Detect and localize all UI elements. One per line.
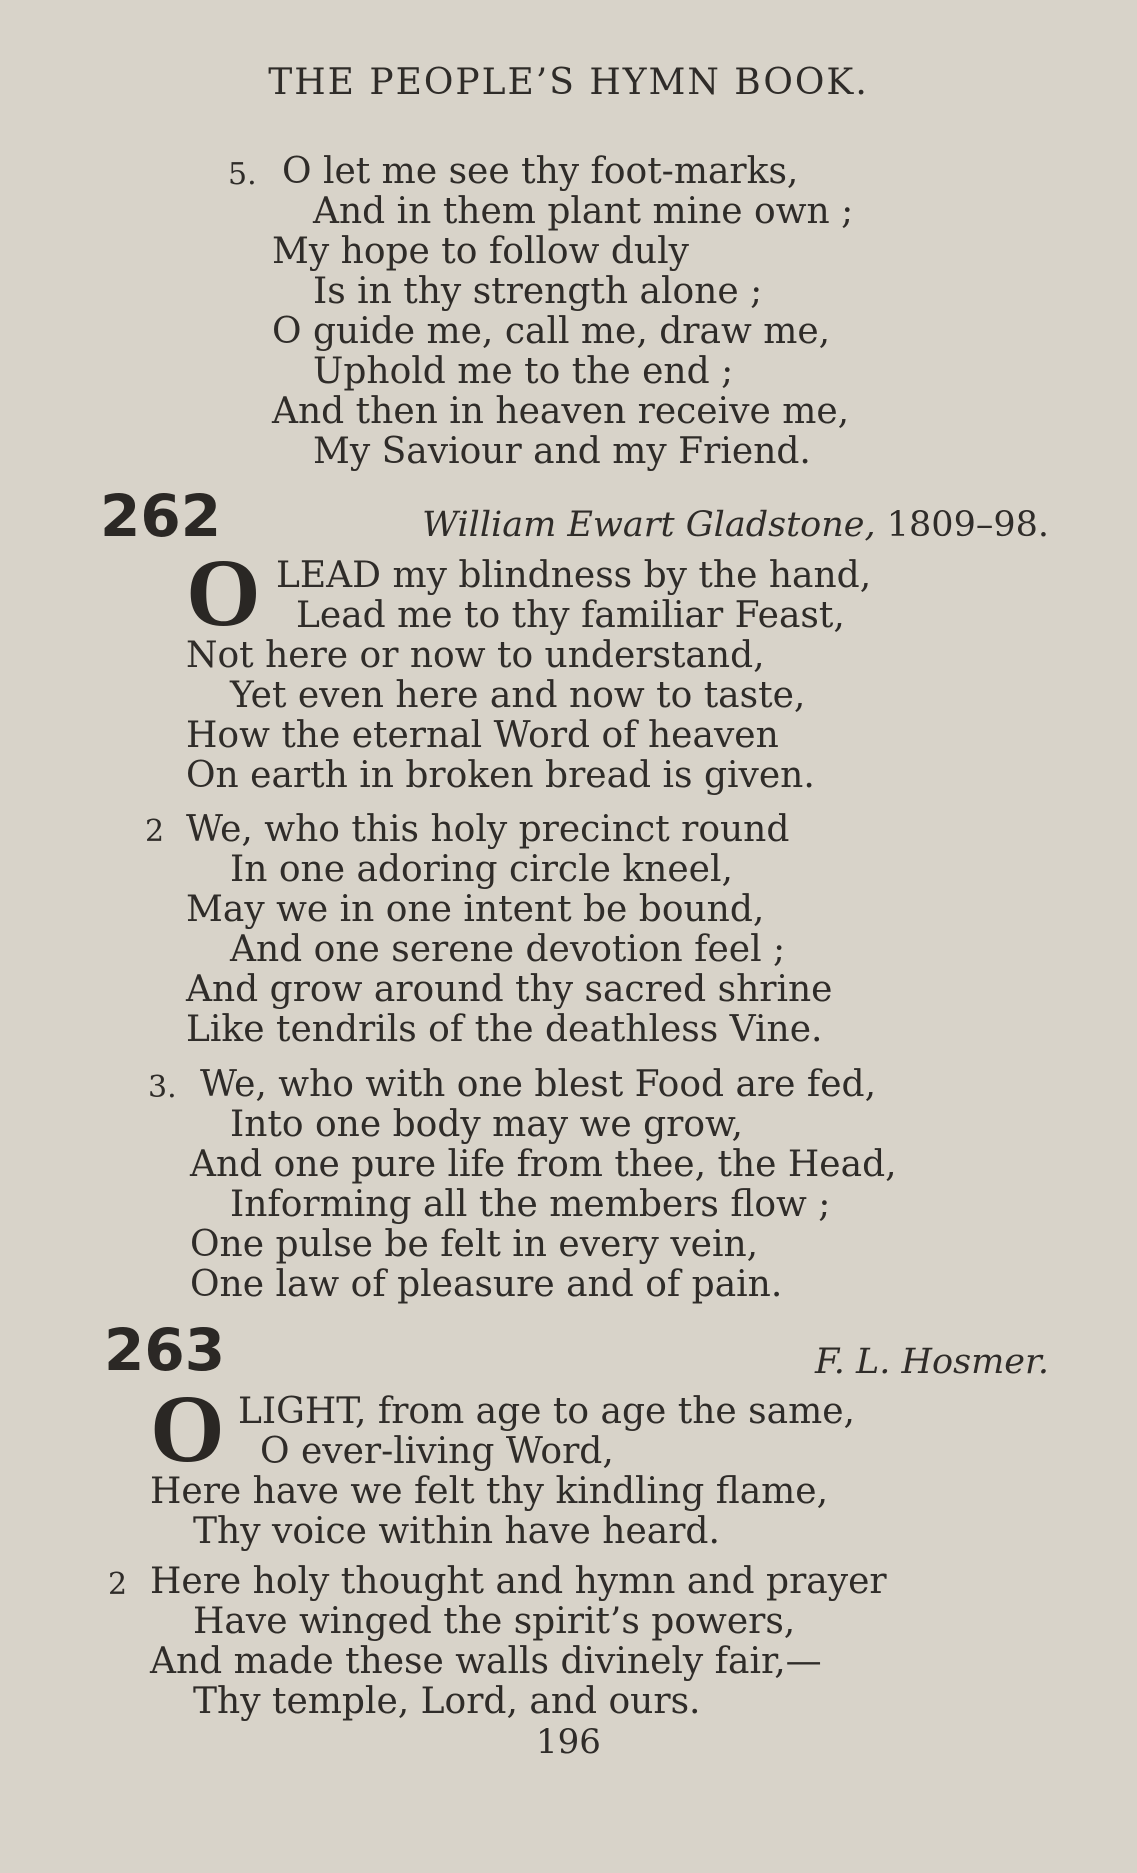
verse-line: And then in heaven receive me,	[272, 391, 850, 432]
verse-line: One pulse be felt in every vein,	[190, 1224, 759, 1265]
verse-line: And in them plant mine own ;	[313, 191, 854, 232]
verse-line: O guide me, call me, draw me,	[272, 311, 831, 352]
hymn-attribution	[422, 505, 1049, 545]
verse-line: LIGHT, from age to age the same,	[238, 1391, 855, 1432]
verse-line: We, who with one blest Food are fed,	[200, 1064, 877, 1105]
verse-line: And made these walls divinely fair,—	[150, 1641, 822, 1682]
page-number: 196	[536, 1722, 601, 1762]
author-name: William Ewart Gladstone,	[422, 505, 876, 545]
verse-line: O let me see thy foot-marks,	[282, 151, 799, 192]
stanza-number: 2	[145, 814, 165, 849]
verse-line: Into one body may we grow,	[230, 1104, 743, 1145]
drop-cap: O	[186, 539, 261, 646]
stanza-number: 2	[108, 1567, 128, 1602]
verse-line: And one serene devotion feel ;	[230, 929, 786, 970]
verse-line: Is in thy strength alone ;	[313, 271, 763, 312]
verse-line: Thy voice within have heard.	[193, 1511, 720, 1552]
verse-line: My Saviour and my Friend.	[313, 431, 811, 472]
verse-line: Like tendrils of the deathless Vine.	[186, 1009, 823, 1050]
verse-line: And one pure life from thee, the Head,	[190, 1144, 897, 1185]
verse-line: O ever-living Word,	[260, 1431, 614, 1472]
verse-line: Informing all the members flow ;	[230, 1184, 831, 1225]
verse-line: LEAD my blindness by the hand,	[276, 555, 872, 596]
verse-line: Uphold me to the end ;	[313, 351, 734, 392]
verse-line: My hope to follow duly	[272, 231, 689, 272]
verse-line: Here have we felt thy kindling flame,	[150, 1471, 829, 1512]
author-years: 1809–98.	[886, 505, 1049, 545]
verse-line: We, who this holy precinct round	[186, 809, 790, 850]
verse-line: Thy temple, Lord, and ours.	[193, 1681, 701, 1722]
stanza-number: 5.	[228, 157, 257, 192]
verse-line: Not here or now to understand,	[186, 635, 765, 676]
verse-line: One law of pleasure and of pain.	[190, 1264, 783, 1305]
verse-line: May we in one intent be bound,	[186, 889, 765, 930]
verse-line: How the eternal Word of heaven	[186, 715, 779, 756]
drop-cap: O	[150, 1375, 225, 1482]
verse-line: And grow around thy sacred shrine	[186, 969, 833, 1010]
hymn-number: 263	[104, 1316, 226, 1384]
verse-line: In one adoring circle kneel,	[230, 849, 733, 890]
hymn-number: 262	[100, 482, 222, 550]
running-head: THE PEOPLE’S HYMN BOOK.	[268, 62, 869, 103]
verse-line: On earth in broken bread is given.	[186, 755, 815, 796]
stanza-number: 3.	[148, 1070, 177, 1105]
verse-line: Lead me to thy familiar Feast,	[296, 595, 845, 636]
verse-line: Here holy thought and hymn and prayer	[150, 1561, 887, 1602]
verse-line: Have winged the spirit’s powers,	[193, 1601, 796, 1642]
verse-line: Yet even here and now to taste,	[230, 675, 806, 716]
hymn-attribution	[815, 1342, 1049, 1382]
author-name: F. L. Hosmer.	[814, 1342, 1049, 1382]
